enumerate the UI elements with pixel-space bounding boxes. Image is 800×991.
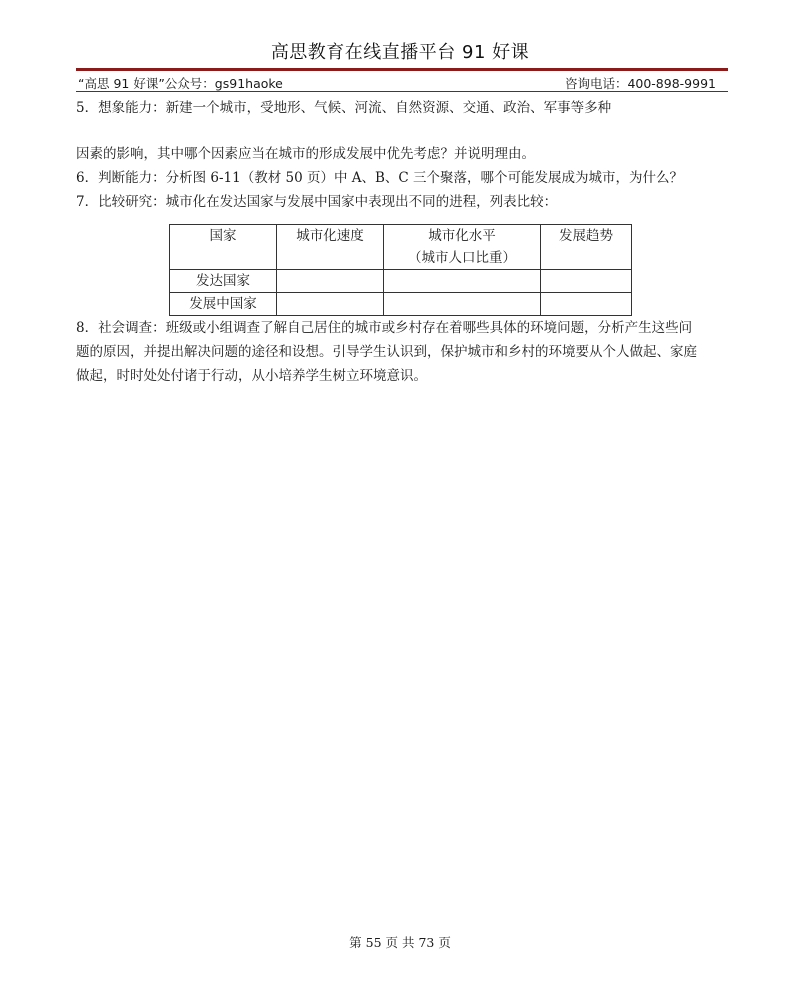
- comparison-table: [169, 224, 632, 316]
- header-trend: 发展趋势: [541, 225, 632, 270]
- cell-trend: [541, 270, 632, 293]
- header-rule-thin: [76, 91, 728, 92]
- comparison-table-wrapper: [169, 224, 732, 316]
- header-speed: 城市化速度: [277, 225, 384, 270]
- cell-speed: [277, 270, 384, 293]
- document-body: [76, 96, 732, 388]
- cell-trend: [541, 293, 632, 316]
- header-country: 国家: [170, 225, 277, 270]
- question-8-line-3: 做起，时时处处付诸于行动，从小培养学生树立环境意识。: [76, 368, 427, 384]
- cell-level: [384, 270, 541, 293]
- page-header-title: 高思教育在线直播平台 91 好课: [270, 42, 530, 63]
- cell-level: [384, 293, 541, 316]
- header-phone: 咨询电话：400-898-9991: [564, 76, 716, 91]
- question-5-line-1: 5．想象能力：新建一个城市，受地形、气候、河流、自然资源、交通、政治、军事等多种: [76, 100, 612, 116]
- question-7: 7．比较研究：城市化在发达国家与发展中国家中表现出不同的进程，列表比较：: [76, 194, 558, 210]
- question-6: 6．判断能力：分析图 6-11（教材 50 页）中 A、B、C 三个聚落，哪个可能发展成为城市，为什么？: [76, 170, 684, 186]
- table-row: [170, 293, 632, 316]
- page-number: 第 55 页 共 73 页: [349, 935, 451, 950]
- header-level: [384, 225, 541, 270]
- header-wechat-account: “高思 91 好课”公众号：gs91haoke: [78, 76, 283, 91]
- blank-space: [76, 120, 732, 142]
- table-row: [170, 270, 632, 293]
- header-level-title: 城市化水平: [428, 228, 496, 244]
- question-8-line-1: 8．社会调查：班级或小组调查了解自己居住的城市或乡村存在着哪些具体的环境问题，分析产生这些问: [76, 320, 693, 336]
- question-8-line-2: 题的原因，并提出解决问题的途径和设想。引导学生认识到，保护城市和乡村的环境要从个人做起、家庭: [76, 344, 697, 360]
- cell-country: 发达国家: [170, 270, 277, 293]
- cell-speed: [277, 293, 384, 316]
- header-rule-thick: [76, 68, 728, 71]
- question-5-line-2: 因素的影响，其中哪个因素应当在城市的形成发展中优先考虑？并说明理由。: [76, 146, 535, 162]
- header-level-subtitle: （城市人口比重）: [408, 250, 516, 266]
- table-header-row: [170, 225, 632, 270]
- cell-country: 发展中国家: [170, 293, 277, 316]
